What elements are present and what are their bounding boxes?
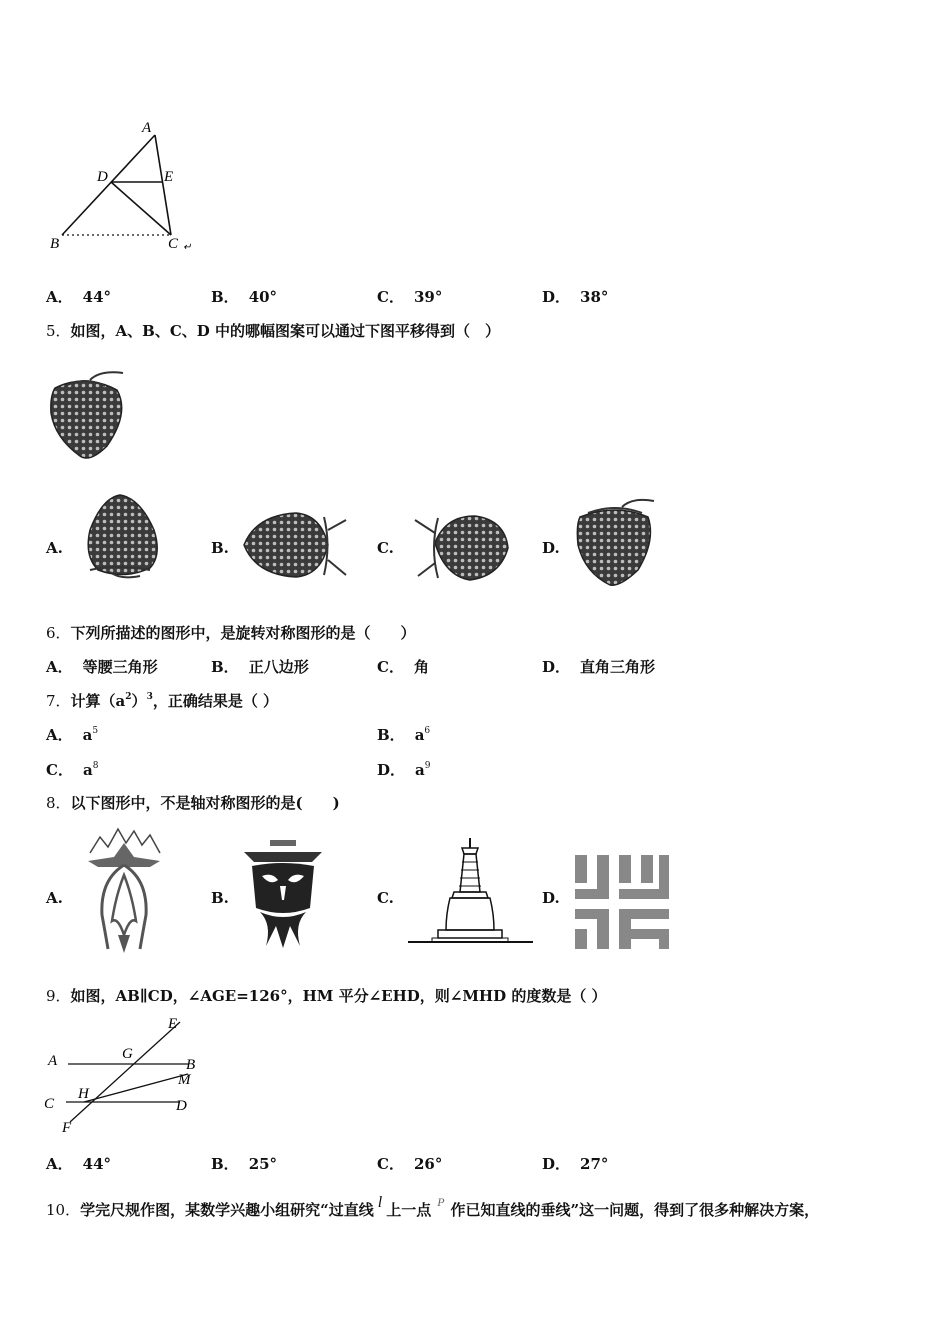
q6-option-c: C． 角: [377, 658, 429, 676]
q8-option-d-label: D.: [542, 889, 560, 907]
q5-option-d-strawberry: [570, 495, 660, 590]
q7-option-d: D． $a^9$: [377, 761, 431, 779]
q4-label-b: B: [50, 236, 60, 252]
q5-option-a-strawberry: [80, 490, 165, 585]
q5-option-a-label: A.: [46, 539, 63, 557]
q6-option-b: B． 正八边形: [211, 658, 309, 676]
q8-option-b-label: B.: [211, 889, 229, 907]
q4-label-e: E: [164, 169, 174, 185]
q4-option-a: A． 44°: [46, 288, 112, 306]
q9-parallel-lines-figure: [40, 1012, 210, 1140]
q9-label-m: M: [178, 1072, 191, 1088]
q10-stem: 10．学完尺规作图，某数学兴趣小组研究“过直线 l 上一点 $^P$ 作已知直线的垂线”这一问题，得到了很多种解决方案，: [46, 1194, 820, 1219]
q8-option-c-label: C.: [377, 889, 394, 907]
q8-option-b-figure: [242, 838, 324, 950]
q4-label-a: A: [142, 120, 152, 136]
q8-option-a-figure: [78, 825, 170, 953]
q9-label-a: A: [48, 1053, 58, 1069]
q5-option-b-label: B.: [211, 539, 229, 557]
q7-option-a: A． $a^5$: [46, 726, 99, 744]
q9-option-d: D． 27°: [542, 1155, 609, 1173]
q5-option-b-strawberry: [236, 505, 351, 585]
q8-option-d-figure: [575, 855, 670, 950]
q6-option-a: A． 等腰三角形: [46, 658, 158, 676]
q9-stem: 9．如图，AB∥CD，∠AGE=126°，HM 平分∠EHD，则∠MHD 的度数是（ ）: [46, 987, 607, 1005]
q5-reference-strawberry: [45, 368, 130, 463]
q4-option-d: D． 38°: [542, 288, 609, 306]
q7-option-b: B． $a^6$: [377, 726, 431, 744]
q9-label-d: D: [176, 1098, 187, 1114]
q5-option-c-label: C.: [377, 539, 394, 557]
q4-label-c: C: [168, 236, 179, 252]
q9-label-g: G: [122, 1046, 133, 1062]
q7-stem: 7．计算$(a^2)^3$，正确结果是（ ）: [46, 692, 279, 710]
q9-option-c: C． 26°: [377, 1155, 443, 1173]
q9-label-h: H: [78, 1086, 89, 1102]
q9-label-c: C: [44, 1096, 55, 1112]
q9-label-f: F: [62, 1120, 72, 1136]
q4-option-b: B． 40°: [211, 288, 278, 306]
q4-option-c: C． 39°: [377, 288, 443, 306]
svg-text:↵: ↵: [183, 242, 192, 253]
q6-option-d: D． 直角三角形: [542, 658, 656, 676]
q5-option-d-label: D.: [542, 539, 560, 557]
q9-label-e: E: [168, 1016, 178, 1032]
q7-option-c: C． $a^8$: [46, 761, 99, 779]
q9-option-a: A． 44°: [46, 1155, 112, 1173]
q4-triangle-figure: [40, 115, 210, 260]
q4-label-d: D: [97, 169, 108, 185]
q9-option-b: B． 25°: [211, 1155, 278, 1173]
q8-option-c-figure: [408, 838, 533, 950]
q9-label-b: B: [186, 1057, 196, 1073]
q8-stem: 8．以下图形中，不是轴对称图形的是( ): [46, 794, 340, 812]
q5-stem: 5．如图，A、B、C、D 中的哪幅图案可以通过下图平移得到（ ）: [46, 322, 501, 340]
q8-option-a-label: A.: [46, 889, 63, 907]
q5-option-c-strawberry: [410, 508, 515, 586]
q6-stem: 6．下列所描述的图形中，是旋转对称图形的是（ ）: [46, 624, 416, 642]
